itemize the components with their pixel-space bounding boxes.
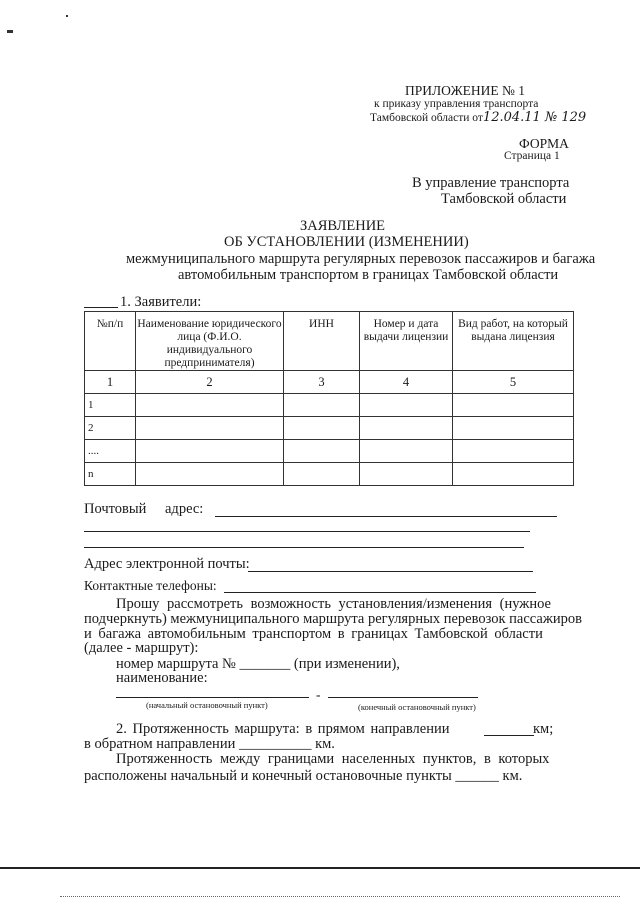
- table-cell[interactable]: [136, 440, 284, 463]
- table-cell[interactable]: [284, 463, 360, 486]
- table-cell[interactable]: [136, 394, 284, 417]
- order-handwritten-date: 12.04.11 № 129: [482, 110, 587, 125]
- start-stop-caption: (начальный остановочный пункт): [146, 700, 268, 710]
- scan-mark: [66, 15, 68, 17]
- table-cell[interactable]: [136, 463, 284, 486]
- postal-address-field[interactable]: [215, 516, 557, 517]
- request-line4: (далее - маршрут):: [84, 640, 199, 656]
- page-label: Страница 1: [504, 150, 560, 162]
- col-header-work-type: Вид работ, на который выдана лицензия: [453, 312, 574, 371]
- postal-label-2: адрес:: [165, 501, 204, 517]
- addressee-line1: В управление транспорта: [412, 175, 570, 191]
- route-number: номер маршрута № _______ (при изменении),: [116, 656, 400, 672]
- postal-address-field-line2[interactable]: [84, 531, 530, 532]
- table-row: [85, 440, 574, 463]
- request-line2: подчеркнуть) межмуниципального маршрута регулярных перевозок пассажиров: [84, 611, 582, 627]
- doc-subtitle-line3: межмуниципального маршрута регулярных перевозок пассажиров и багажа: [126, 251, 596, 267]
- section2-line2: в обратном направлении __________ км.: [84, 736, 335, 752]
- table-cell[interactable]: [284, 417, 360, 440]
- email-field[interactable]: [248, 571, 533, 572]
- email-label: Адрес электронной почты:: [84, 556, 250, 572]
- table-cell[interactable]: [453, 417, 574, 440]
- page-bottom-rule: [0, 867, 640, 869]
- section2-line3: Протяженность между границами населенных пунктов, в которых: [116, 751, 550, 767]
- row-label: ....: [85, 440, 136, 463]
- table-cell: 3: [284, 371, 360, 394]
- doc-subtitle: ОБ УСТАНОВЛЕНИИ (ИЗМЕНЕНИИ): [224, 234, 469, 250]
- doc-subtitle-line4: автомобильным транспортом в границах Тамбовской области: [178, 267, 559, 283]
- row-label: 1: [85, 394, 136, 417]
- col-header-number: №п/п: [85, 312, 136, 371]
- col-header-inn: ИНН: [284, 312, 360, 371]
- phones-label: Контактные телефоны:: [84, 578, 217, 593]
- request-line3: и багажа автомобильным транспортом в границах Тамбовской области: [84, 626, 543, 642]
- end-stop-caption: (конечный остановочный пункт): [358, 702, 476, 712]
- start-stop-field[interactable]: [116, 697, 309, 698]
- section2-line4: расположены начальный и конечный остановочные пункты ______ км.: [84, 768, 523, 784]
- phones-field[interactable]: [224, 592, 536, 593]
- route-dash: -: [316, 687, 321, 702]
- table-cell: 1: [85, 371, 136, 394]
- col-header-license: Номер и дата выдачи лицензии: [360, 312, 453, 371]
- appendix-title: ПРИЛОЖЕНИЕ № 1: [405, 83, 526, 98]
- postal-address-field-line3[interactable]: [84, 547, 524, 548]
- table-cell[interactable]: [453, 463, 574, 486]
- table-cell: 4: [360, 371, 453, 394]
- section2-line1a: 2. Протяженность маршрута: в прямом направлении: [116, 721, 450, 737]
- table-row: [85, 463, 574, 486]
- order-reference: к приказу управления транспорта: [374, 98, 539, 110]
- table-cell[interactable]: [284, 394, 360, 417]
- end-stop-field[interactable]: [328, 697, 478, 698]
- table-cell: 2: [136, 371, 284, 394]
- section1-label: 1. Заявители:: [120, 294, 202, 310]
- form-label: ФОРМА: [519, 136, 569, 151]
- table-number-row: [85, 371, 574, 394]
- row-label: 2: [85, 417, 136, 440]
- table-row: [85, 417, 574, 440]
- table-cell[interactable]: [360, 440, 453, 463]
- route-name-label: наименование:: [116, 670, 208, 686]
- order-region: [370, 110, 586, 125]
- section1-underline: [84, 307, 118, 308]
- table-cell[interactable]: [360, 463, 453, 486]
- order-region-prefix: Тамбовской области от: [370, 112, 483, 124]
- table-cell[interactable]: [136, 417, 284, 440]
- scan-mark: [7, 30, 13, 33]
- col-header-name: Наименование юридического лица (Ф.И.О. индивидуального предпринимателя): [136, 312, 284, 371]
- scan-edge: [60, 895, 620, 897]
- applicants-table: [84, 311, 574, 486]
- table-cell: 5: [453, 371, 574, 394]
- table-cell[interactable]: [360, 417, 453, 440]
- postal-label: Почтовый: [84, 501, 147, 517]
- table-cell[interactable]: [453, 440, 574, 463]
- row-label: n: [85, 463, 136, 486]
- table-cell[interactable]: [284, 440, 360, 463]
- forward-length-field[interactable]: [484, 735, 534, 736]
- table-cell[interactable]: [453, 394, 574, 417]
- doc-title: ЗАЯВЛЕНИЕ: [300, 218, 386, 234]
- table-row: [85, 394, 574, 417]
- request-line1: Прошу рассмотреть возможность установления/изменения (нужное: [116, 596, 551, 612]
- section2-line1b: км;: [533, 721, 554, 737]
- addressee-line2: Тамбовской области: [441, 191, 567, 207]
- table-cell[interactable]: [360, 394, 453, 417]
